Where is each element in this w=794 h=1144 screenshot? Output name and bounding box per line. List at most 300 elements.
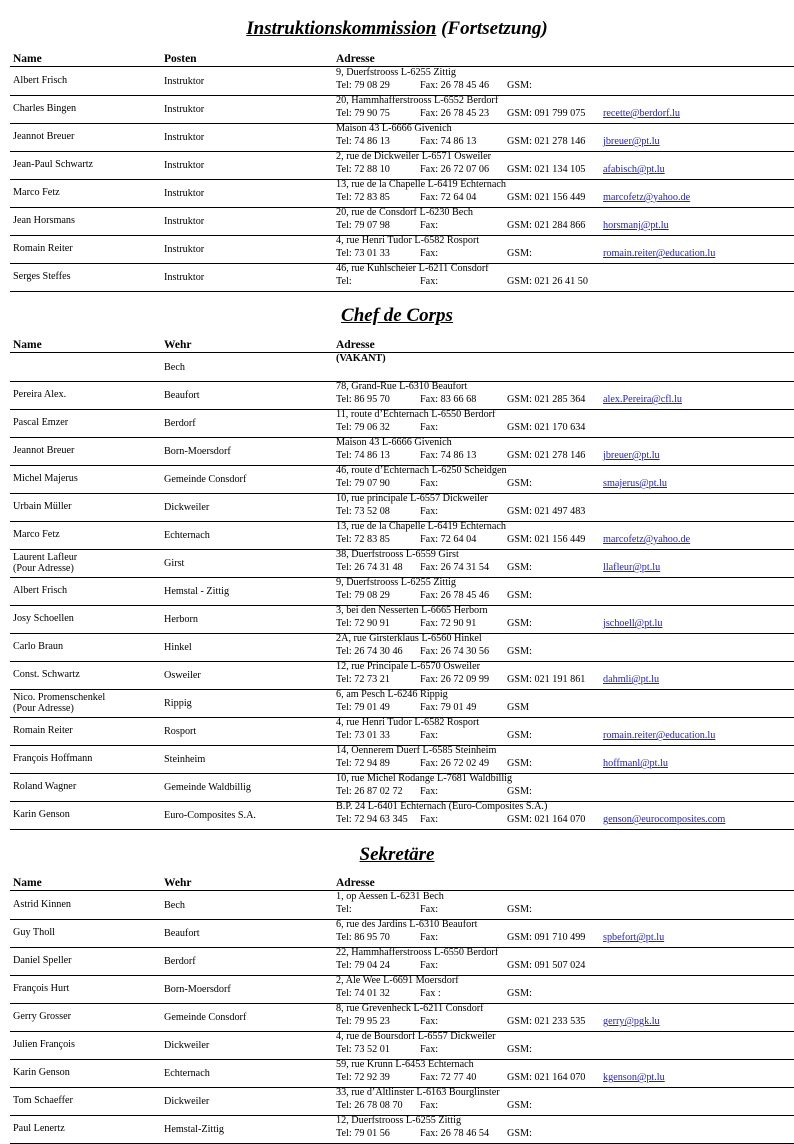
person-name: Romain Reiter: [13, 725, 73, 737]
person-name-note: (Pour Adresse): [13, 563, 74, 574]
email-link[interactable]: romain.reiter@education.lu: [603, 248, 716, 259]
name-cell: [13, 95, 158, 123]
email-link[interactable]: marcofetz@yahoo.de: [603, 534, 691, 545]
table-header: [10, 338, 794, 353]
fax-number: Fax:: [420, 814, 439, 825]
fax-number: Fax:: [420, 1016, 439, 1027]
address-line: 59, rue Krunn L-6453 Echternach: [336, 1059, 474, 1070]
table-row: [10, 353, 794, 382]
phone-number: Tel: 86 95 70: [336, 394, 390, 405]
table-row: [10, 493, 794, 522]
role-cell: Dickweiler: [164, 1095, 210, 1107]
role-cell: Gemeinde Waldbillig: [164, 781, 251, 793]
name-cell: [13, 521, 158, 549]
name-cell: [13, 745, 158, 773]
fax-number: Fax: 79 01 49: [420, 702, 477, 713]
fax-number: Fax:: [420, 422, 439, 433]
mobile-number: GSM:: [507, 562, 532, 573]
table-row: [10, 633, 794, 662]
fax-number: Fax: 26 72 02 49: [420, 758, 490, 769]
fax-number: Fax:: [420, 1044, 439, 1055]
fax-number: Fax: 72 64 04: [420, 192, 477, 203]
table-row: [10, 689, 794, 718]
person-name: Julien François: [13, 1039, 75, 1051]
address-line: 22, Hammhafferstrooss L-6550 Berdorf: [336, 947, 499, 958]
phone-number: Tel: 74 86 13: [336, 450, 390, 461]
email-link[interactable]: romain.reiter@education.lu: [603, 730, 716, 741]
person-name-note: (Pour Adresse): [13, 703, 74, 714]
address-line: 6, am Pesch L-6246 Rippig: [336, 689, 448, 700]
role-cell: Instruktor: [164, 103, 205, 115]
person-name: Serges Steffes: [13, 271, 71, 283]
mobile-number: GSM:: [507, 618, 532, 629]
phone-number: Tel: 79 08 29: [336, 590, 390, 601]
phone-number: Tel: 72 83 85: [336, 534, 390, 545]
role-cell: Rosport: [164, 725, 197, 737]
person-name: Nico. Promenschenkel: [13, 691, 106, 703]
table-row: [10, 1031, 794, 1060]
address-line: B.P. 24 L-6401 Echternach (Euro-Composites S.A.): [336, 801, 548, 812]
role-cell: Instruktor: [164, 187, 205, 199]
role-cell: Bech: [164, 899, 185, 911]
table-row: [10, 235, 794, 264]
person-name: Daniel Speller: [13, 955, 72, 967]
name-cell: [13, 947, 158, 975]
email-link[interactable]: llafleur@pt.lu: [603, 562, 661, 573]
name-cell: [13, 465, 158, 493]
table-row: [10, 465, 794, 494]
mobile-number: GSM: 021 164 070: [507, 814, 586, 825]
address-line: 78, Grand-Rue L-6310 Beaufort: [336, 381, 468, 392]
table-row: [10, 95, 794, 124]
role-cell: Instruktor: [164, 271, 205, 283]
phone-number: Tel: 79 07 90: [336, 478, 390, 489]
address-line: 33, rue d’Altlinster L-6163 Bourglinster: [336, 1087, 500, 1098]
table-row: [10, 207, 794, 236]
mobile-number: GSM: 021 156 449: [507, 534, 586, 545]
section-title: [0, 842, 794, 868]
phone-number: Tel: 74 01 32: [336, 988, 390, 999]
email-link[interactable]: afabisch@pt.lu: [603, 164, 665, 175]
fax-number: Fax:: [420, 248, 439, 259]
person-name: Jeannot Breuer: [13, 131, 75, 143]
person-name: Guy Tholl: [13, 927, 55, 939]
name-cell: [13, 605, 158, 633]
address-line: (VAKANT): [336, 353, 386, 364]
mobile-number: GSM:: [507, 478, 532, 489]
person-name: Marco Fetz: [13, 529, 60, 541]
table-row: [10, 521, 794, 550]
mobile-number: GSM: 021 285 364: [507, 394, 586, 405]
phone-number: Tel: 26 74 30 46: [336, 646, 403, 657]
phone-number: Tel: 79 01 56: [336, 1128, 390, 1139]
mobile-number: GSM:: [507, 1100, 532, 1111]
address-line: 46, rue Kuhlscheier L-6211 Consdorf: [336, 263, 489, 274]
role-cell: Beaufort: [164, 927, 200, 939]
mobile-number: GSM:: [507, 904, 532, 915]
person-name: Jean Horsmans: [13, 215, 75, 227]
table-row: [10, 577, 794, 606]
email-link[interactable]: gerry@pgk.lu: [603, 1016, 660, 1027]
fax-number: Fax: 26 78 45 23: [420, 108, 490, 119]
phone-number: Tel: 79 04 24: [336, 960, 390, 971]
person-name: Pascal Emzer: [13, 417, 69, 429]
fax-number: Fax:: [420, 276, 439, 287]
name-cell: [13, 409, 158, 437]
table-row: [10, 1059, 794, 1088]
fax-number: Fax:: [420, 932, 439, 943]
header-name: Name: [13, 877, 42, 889]
table-row: [10, 947, 794, 976]
header-name: Name: [13, 53, 42, 65]
address-line: 12, rue Principale L-6570 Osweiler: [336, 661, 480, 672]
role-cell: Gemeinde Consdorf: [164, 1011, 247, 1023]
phone-number: Tel: 26 87 02 72: [336, 786, 403, 797]
address-line: 11, route d’Echternach L-6550 Berdorf: [336, 409, 496, 420]
mobile-number: GSM: 021 26 41 50: [507, 276, 588, 287]
mobile-number: GSM:: [507, 758, 532, 769]
phone-number: Tel: 79 90 75: [336, 108, 390, 119]
name-cell: [13, 353, 158, 381]
name-cell: [13, 1087, 158, 1115]
fax-number: Fax: 26 78 45 46: [420, 590, 490, 601]
role-cell: Osweiler: [164, 669, 201, 681]
name-cell: [13, 1059, 158, 1087]
person-name: Astrid Kinnen: [13, 899, 72, 911]
table-row: [10, 263, 794, 292]
name-cell: [13, 801, 158, 829]
phone-number: Tel: 26 74 31 48: [336, 562, 403, 573]
fax-number: Fax:: [420, 904, 439, 915]
mobile-number: GSM:: [507, 1044, 532, 1055]
email-link[interactable]: horsmanj@pt.lu: [603, 220, 669, 231]
email-link[interactable]: genson@eurocomposites.com: [603, 814, 726, 825]
address-line: 12, Duerfstrooss L-6255 Zittig: [336, 1115, 462, 1126]
person-name: Gerry Grosser: [13, 1011, 71, 1023]
email-link[interactable]: spbefort@pt.lu: [603, 932, 665, 943]
role-cell: Instruktor: [164, 159, 205, 171]
person-name: Karin Genson: [13, 1067, 70, 1079]
fax-number: Fax:: [420, 1100, 439, 1111]
email-link[interactable]: recette@berdorf.lu: [603, 108, 680, 119]
role-cell: Herborn: [164, 613, 198, 625]
name-cell: [13, 717, 158, 745]
name-cell: [13, 919, 158, 947]
person-name: François Hurt: [13, 983, 70, 995]
table-row: [10, 179, 794, 208]
phone-number: Tel: 79 07 98: [336, 220, 390, 231]
phone-number: Tel: 72 94 89: [336, 758, 390, 769]
role-cell: Beaufort: [164, 389, 200, 401]
mobile-number: GSM: 021 164 070: [507, 1072, 586, 1083]
role-cell: Hemstal-Zittig: [164, 1123, 224, 1135]
fax-number: Fax: 72 77 40: [420, 1072, 477, 1083]
mobile-number: GSM:: [507, 730, 532, 741]
name-cell: [13, 493, 158, 521]
role-cell: Hemstal - Zittig: [164, 585, 230, 597]
role-cell: Instruktor: [164, 215, 205, 227]
address-line: 8, rue Grevenheck L-6211 Consdorf: [336, 1003, 484, 1014]
role-cell: Echternach: [164, 1067, 210, 1079]
mobile-number: GSM: 021 278 146: [507, 136, 586, 147]
table-row: [10, 1115, 794, 1144]
name-cell: [13, 1031, 158, 1059]
fax-number: Fax: 26 72 07 06: [420, 164, 490, 175]
mobile-number: GSM: 021 284 866: [507, 220, 586, 231]
address-line: 4, rue de Boursdorf L-6557 Dickweiler: [336, 1031, 496, 1042]
mobile-number: GSM: [507, 702, 530, 713]
role-cell: Hinkel: [164, 641, 192, 653]
table-row: [10, 67, 794, 96]
table-row: [10, 381, 794, 410]
phone-number: Tel: 72 83 85: [336, 192, 390, 203]
role-cell: Euro-Composites S.A.: [164, 809, 256, 821]
person-name: Roland Wagner: [13, 781, 77, 793]
email-link[interactable]: jbreuer@pt.lu: [603, 136, 660, 147]
person-name: Romain Reiter: [13, 243, 73, 255]
role-cell: Instruktor: [164, 131, 205, 143]
table-row: [10, 975, 794, 1004]
address-line: 38, Duerfstrooss L-6559 Girst: [336, 549, 459, 560]
header-address: Adresse: [336, 53, 375, 65]
header-col2: Wehr: [164, 877, 192, 889]
address-line: 4, rue Henri Tudor L-6582 Rosport: [336, 717, 480, 728]
person-name: Karin Genson: [13, 809, 70, 821]
name-cell: [13, 1115, 158, 1143]
address-line: 14, Oennerem Duerf L-6585 Steinheim: [336, 745, 497, 756]
role-cell: Steinheim: [164, 753, 206, 765]
role-cell: Girst: [164, 557, 185, 569]
name-cell: [13, 661, 158, 689]
name-cell: [13, 577, 158, 605]
role-cell: Rippig: [164, 697, 192, 709]
fax-number: Fax:: [420, 478, 439, 489]
mobile-number: GSM:: [507, 80, 532, 91]
fax-number: Fax :: [420, 988, 441, 999]
address-line: 2A, rue Girsterklaus L-6560 Hinkel: [336, 633, 482, 644]
phone-number: Tel: 72 90 91: [336, 618, 390, 629]
role-cell: Gemeinde Consdorf: [164, 473, 247, 485]
phone-number: Tel: 79 06 32: [336, 422, 390, 433]
mobile-number: GSM: 021 191 861: [507, 674, 586, 685]
mobile-number: GSM: 091 710 499: [507, 932, 586, 943]
email-link[interactable]: marcofetz@yahoo.de: [603, 192, 691, 203]
role-cell: Born-Moersdorf: [164, 983, 231, 995]
name-cell: [13, 151, 158, 179]
mobile-number: GSM: 021 156 449: [507, 192, 586, 203]
email-link[interactable]: jschoell@pt.lu: [603, 618, 663, 629]
table-header: [10, 876, 794, 891]
phone-number: Tel: 79 08 29: [336, 80, 390, 91]
person-name: Paul Lenertz: [13, 1123, 65, 1135]
table-row: [10, 717, 794, 746]
name-cell: [13, 123, 158, 151]
phone-number: Tel: 73 52 01: [336, 1044, 390, 1055]
role-cell: Instruktor: [164, 75, 205, 87]
email-link[interactable]: alex.Pereira@cfl.lu: [603, 394, 682, 405]
name-cell: [13, 975, 158, 1003]
phone-number: Tel: 79 01 49: [336, 702, 390, 713]
table-row: [10, 151, 794, 180]
table-row: [10, 409, 794, 438]
mobile-number: GSM: 091 507 024: [507, 960, 586, 971]
fax-number: Fax: 74 86 13: [420, 136, 477, 147]
section-title-suffix: (Fortsetzung): [436, 18, 548, 39]
person-name: Michel Majerus: [13, 473, 78, 485]
phone-number: Tel: 79 95 23: [336, 1016, 390, 1027]
fax-number: Fax: 72 64 04: [420, 534, 477, 545]
fax-number: Fax: 26 78 46 54: [420, 1128, 490, 1139]
address-line: 2, Ale Wee L-6691 Moersdorf: [336, 975, 459, 986]
person-name: Albert Frisch: [13, 75, 68, 87]
address-line: 2, rue de Dickweiler L-6571 Osweiler: [336, 151, 492, 162]
fax-number: Fax: 26 72 09 99: [420, 674, 490, 685]
address-line: Maison 43 L-6666 Givenich: [336, 123, 452, 134]
fax-number: Fax: 74 86 13: [420, 450, 477, 461]
table-row: [10, 773, 794, 802]
fax-number: Fax:: [420, 786, 439, 797]
role-cell: Dickweiler: [164, 1039, 210, 1051]
role-cell: Berdorf: [164, 417, 196, 429]
table-header: [10, 52, 794, 67]
phone-number: Tel: 72 92 39: [336, 1072, 390, 1083]
name-cell: [13, 773, 158, 801]
email-link[interactable]: hoffmanl@pt.lu: [603, 758, 668, 769]
table-row: [10, 661, 794, 690]
person-name: Albert Frisch: [13, 585, 68, 597]
person-name: Tom Schaeffer: [13, 1095, 73, 1107]
mobile-number: GSM: 091 799 075: [507, 108, 586, 119]
email-link[interactable]: jbreuer@pt.lu: [603, 450, 660, 461]
header-col2: Wehr: [164, 339, 192, 351]
table-row: [10, 605, 794, 634]
mobile-number: GSM:: [507, 248, 532, 259]
phone-number: Tel: 72 88 10: [336, 164, 390, 175]
section-title-main: Sekretäre: [359, 844, 435, 865]
person-name: Josy Schoellen: [13, 613, 74, 625]
person-name: Carlo Braun: [13, 641, 64, 653]
phone-number: Tel: 26 78 08 70: [336, 1100, 403, 1111]
address-line: 10, rue principale L-6557 Dickweiler: [336, 493, 488, 504]
phone-number: Tel: 86 95 70: [336, 932, 390, 943]
table-row: [10, 437, 794, 466]
email-link[interactable]: kgenson@pt.lu: [603, 1072, 665, 1083]
name-cell: [13, 549, 158, 577]
name-cell: [13, 263, 158, 291]
phone-number: Tel: 74 86 13: [336, 136, 390, 147]
address-line: 6, rue des Jardins L-6310 Beaufort: [336, 919, 478, 930]
email-link[interactable]: smajerus@pt.lu: [603, 478, 667, 489]
fax-number: Fax: 26 74 30 56: [420, 646, 490, 657]
address-line: 46, route d’Echternach L-6250 Scheidgen: [336, 465, 507, 476]
section-title: [0, 16, 794, 42]
role-cell: Bech: [164, 361, 185, 373]
name-cell: [13, 207, 158, 235]
header-col2: Posten: [164, 53, 197, 65]
name-cell: [13, 179, 158, 207]
person-name: Marco Fetz: [13, 187, 60, 199]
name-cell: [13, 67, 158, 95]
mobile-number: GSM:: [507, 786, 532, 797]
fax-number: Fax: 26 74 31 54: [420, 562, 490, 573]
person-name: Pereira Alex.: [13, 389, 67, 401]
header-name: Name: [13, 339, 42, 351]
phone-number: Tel:: [336, 276, 352, 287]
person-name: Jeannot Breuer: [13, 445, 75, 457]
mobile-number: GSM: 021 497 483: [507, 506, 586, 517]
mobile-number: GSM:: [507, 988, 532, 999]
mobile-number: GSM: 021 134 105: [507, 164, 586, 175]
address-line: 9, Duerfstrooss L-6255 Zittig: [336, 577, 456, 588]
section-title: [0, 303, 794, 329]
table-row: [10, 123, 794, 152]
header-address: Adresse: [336, 877, 375, 889]
mobile-number: GSM: 021 278 146: [507, 450, 586, 461]
phone-number: Tel: 73 52 08: [336, 506, 390, 517]
person-name: Urbain Müller: [13, 501, 72, 513]
address-line: 3, bei den Nesserten L-6665 Herborn: [336, 605, 488, 616]
address-line: 13, rue de la Chapelle L-6419 Echternach: [336, 179, 507, 190]
address-line: 4, rue Henri Tudor L-6582 Rosport: [336, 235, 480, 246]
name-cell: [13, 1003, 158, 1031]
person-name: François Hoffmann: [13, 753, 93, 765]
phone-number: Tel: 72 94 63 345: [336, 814, 408, 825]
table-row: [10, 549, 794, 578]
address-line: 1, op Aessen L-6231 Bech: [336, 891, 444, 902]
fax-number: Fax: 72 90 91: [420, 618, 477, 629]
role-cell: Berdorf: [164, 955, 196, 967]
header-address: Adresse: [336, 339, 375, 351]
table-row: [10, 801, 794, 830]
phone-number: Tel: 73 01 33: [336, 248, 390, 259]
name-cell: [13, 891, 158, 919]
role-cell: Dickweiler: [164, 501, 210, 513]
fax-number: Fax: 83 66 68: [420, 394, 477, 405]
name-cell: [13, 689, 158, 717]
address-line: 9, Duerfstrooss L-6255 Zittig: [336, 67, 456, 78]
address-line: 20, rue de Consdorf L-6230 Bech: [336, 207, 473, 218]
name-cell: [13, 633, 158, 661]
phone-number: Tel: 73 01 33: [336, 730, 390, 741]
section-title-main: Chef de Corps: [341, 305, 453, 326]
email-link[interactable]: dahmli@pt.lu: [603, 674, 660, 685]
phone-number: Tel: 72 73 21: [336, 674, 390, 685]
fax-number: Fax: 26 78 45 46: [420, 80, 490, 91]
table-row: [10, 745, 794, 774]
section-title-main: Instruktionskommission: [246, 18, 437, 39]
address-line: Maison 43 L-6666 Givenich: [336, 437, 452, 448]
table-row: [10, 919, 794, 948]
fax-number: Fax:: [420, 960, 439, 971]
person-name: Laurent Lafleur: [13, 551, 78, 563]
name-cell: [13, 235, 158, 263]
mobile-number: GSM:: [507, 590, 532, 601]
address-line: 20, Hammhafferstrooss L-6552 Berdorf: [336, 95, 499, 106]
role-cell: Echternach: [164, 529, 210, 541]
name-cell: [13, 437, 158, 465]
role-cell: Born-Moersdorf: [164, 445, 231, 457]
address-line: 10, rue Michel Rodange L-7681 Waldbillig: [336, 773, 513, 784]
mobile-number: GSM: 021 233 535: [507, 1016, 586, 1027]
mobile-number: GSM: 021 170 634: [507, 422, 586, 433]
table-row: [10, 1087, 794, 1116]
fax-number: Fax:: [420, 506, 439, 517]
name-cell: [13, 381, 158, 409]
address-line: 13, rue de la Chapelle L-6419 Echternach: [336, 521, 507, 532]
mobile-number: GSM:: [507, 646, 532, 657]
person-name: Const. Schwartz: [13, 669, 80, 681]
fax-number: Fax:: [420, 220, 439, 231]
